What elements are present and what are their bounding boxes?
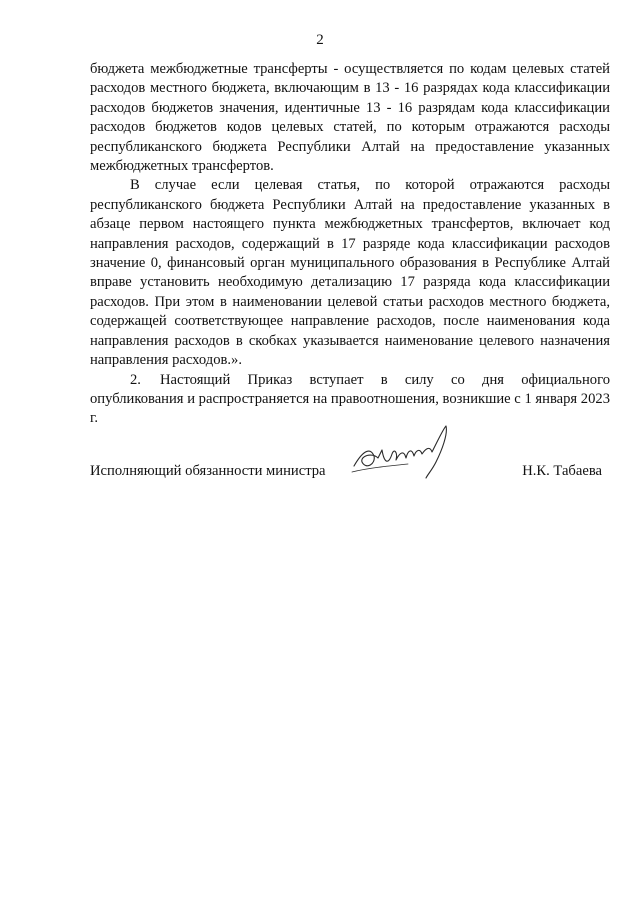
page-number: 2	[316, 32, 324, 48]
document-body	[90, 60, 610, 429]
signatory-name: Н.К. Табаева	[522, 463, 602, 479]
item-text: Настоящий Приказ вступает в силу со дня официального опубликования и распространяется на правоотношения, возникшие с 1 января 2023 г.	[90, 371, 610, 427]
item-number: 2.	[130, 371, 141, 388]
numbered-item-2	[90, 371, 610, 429]
handwritten-signature	[348, 422, 458, 482]
signatory-position: Исполняющий обязанности министра	[90, 463, 326, 479]
paragraph-continuation: бюджета межбюджетные трансферты - осуществляется по кодам целевых статей расходов местного бюджета, включающим в 13 - 16 разрядах кода классификации расходов бюджетов значения, идентичные 13 - 16 разрядам кода классификации расходов бюджетов кодов целевых статей, по которым отражаются расходы республиканского бюджета Республики Алтай на предоставление указанных межбюджетных трансфертов.	[90, 61, 610, 175]
paragraph-target-article: В случае если целевая статья, по которой отражаются расходы республиканского бюджета Республики Алтай на предоставление указанных в абзаце первом настоящего пункта межбюджетных трансфертов, включает код направления расходов, содержащий в 17 разряде кода классификации расходов значение 0, финансовый орган муниципального образования в Республике Алтай вправе установить необходимую детализацию 17 разряда кода классификации расходов. При этом в наименовании целевой статьи расходов местного бюджета, содержащей соответствующее направление расходов, после наименования кода направления расходов в скобках указывается наименование целевого назначения направления расходов.».	[90, 177, 610, 369]
